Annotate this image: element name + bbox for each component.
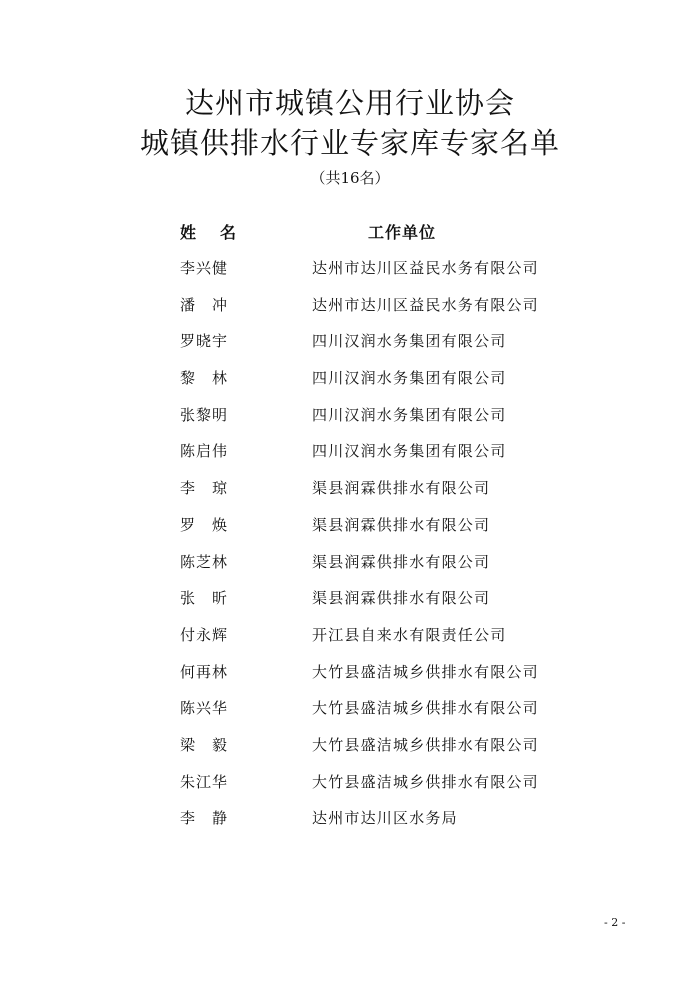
expert-unit: 达州市达川区水务局 xyxy=(312,809,458,828)
expert-name: 李 静 xyxy=(180,809,227,828)
expert-row xyxy=(0,696,700,733)
expert-row xyxy=(0,806,700,843)
expert-unit: 四川汉润水务集团有限公司 xyxy=(312,442,507,461)
expert-name: 黎 林 xyxy=(180,369,227,388)
expert-name: 付永辉 xyxy=(180,625,227,644)
expert-name: 陈芝林 xyxy=(180,552,227,571)
expert-row xyxy=(0,439,700,476)
expert-unit: 渠县润霖供排水有限公司 xyxy=(312,515,491,534)
expert-unit: 四川汉润水务集团有限公司 xyxy=(312,405,507,424)
expert-row xyxy=(0,623,700,660)
expert-unit: 大竹县盛洁城乡供排水有限公司 xyxy=(312,772,539,791)
expert-row xyxy=(0,476,700,513)
expert-unit: 开江县自来水有限责任公司 xyxy=(312,625,507,644)
expert-name: 张 昕 xyxy=(180,589,227,608)
column-header-name-char2: 名 xyxy=(219,223,236,242)
expert-unit: 四川汉润水务集团有限公司 xyxy=(312,369,507,388)
expert-unit: 达州市达川区益民水务有限公司 xyxy=(312,295,539,314)
expert-name: 何再林 xyxy=(180,662,227,681)
expert-name: 李兴健 xyxy=(180,259,227,277)
expert-row xyxy=(0,770,700,807)
expert-name: 罗 焕 xyxy=(180,515,227,534)
expert-row xyxy=(0,329,700,366)
expert-unit: 大竹县盛洁城乡供排水有限公司 xyxy=(312,699,539,718)
expert-row xyxy=(0,293,700,330)
expert-list xyxy=(0,256,700,843)
column-header-name xyxy=(180,221,236,245)
expert-name: 朱江华 xyxy=(180,772,227,791)
document-title-line1: 达州市城镇公用行业协会 xyxy=(184,86,515,120)
expert-unit: 渠县润霖供排水有限公司 xyxy=(312,589,491,608)
expert-row xyxy=(0,403,700,440)
count-note: （共16名） xyxy=(310,169,390,187)
column-header-name-char1: 姓 xyxy=(180,223,197,242)
page-number: - 2 - xyxy=(604,916,626,929)
expert-row xyxy=(0,513,700,550)
expert-name: 梁 毅 xyxy=(180,735,227,754)
expert-unit: 大竹县盛洁城乡供排水有限公司 xyxy=(312,662,539,681)
expert-unit: 渠县润霖供排水有限公司 xyxy=(312,552,491,571)
expert-row xyxy=(0,586,700,623)
expert-row xyxy=(0,733,700,770)
expert-row xyxy=(0,366,700,403)
expert-name: 潘 冲 xyxy=(180,295,227,314)
expert-name: 张黎明 xyxy=(180,405,227,424)
expert-unit: 渠县润霖供排水有限公司 xyxy=(312,479,491,498)
expert-row xyxy=(0,256,700,293)
expert-row xyxy=(0,550,700,587)
expert-unit: 达州市达川区益民水务有限公司 xyxy=(312,259,539,277)
document-title-line2: 城镇供排水行业专家库专家名单 xyxy=(139,126,560,160)
expert-row xyxy=(0,660,700,697)
expert-unit: 大竹县盛洁城乡供排水有限公司 xyxy=(312,735,539,754)
expert-name: 陈兴华 xyxy=(180,699,227,718)
expert-name: 罗晓宇 xyxy=(180,332,227,351)
expert-unit: 四川汉润水务集团有限公司 xyxy=(312,332,507,351)
expert-name: 李 琼 xyxy=(180,479,227,498)
expert-name: 陈启伟 xyxy=(180,442,227,461)
column-header-unit: 工作单位 xyxy=(368,223,437,242)
